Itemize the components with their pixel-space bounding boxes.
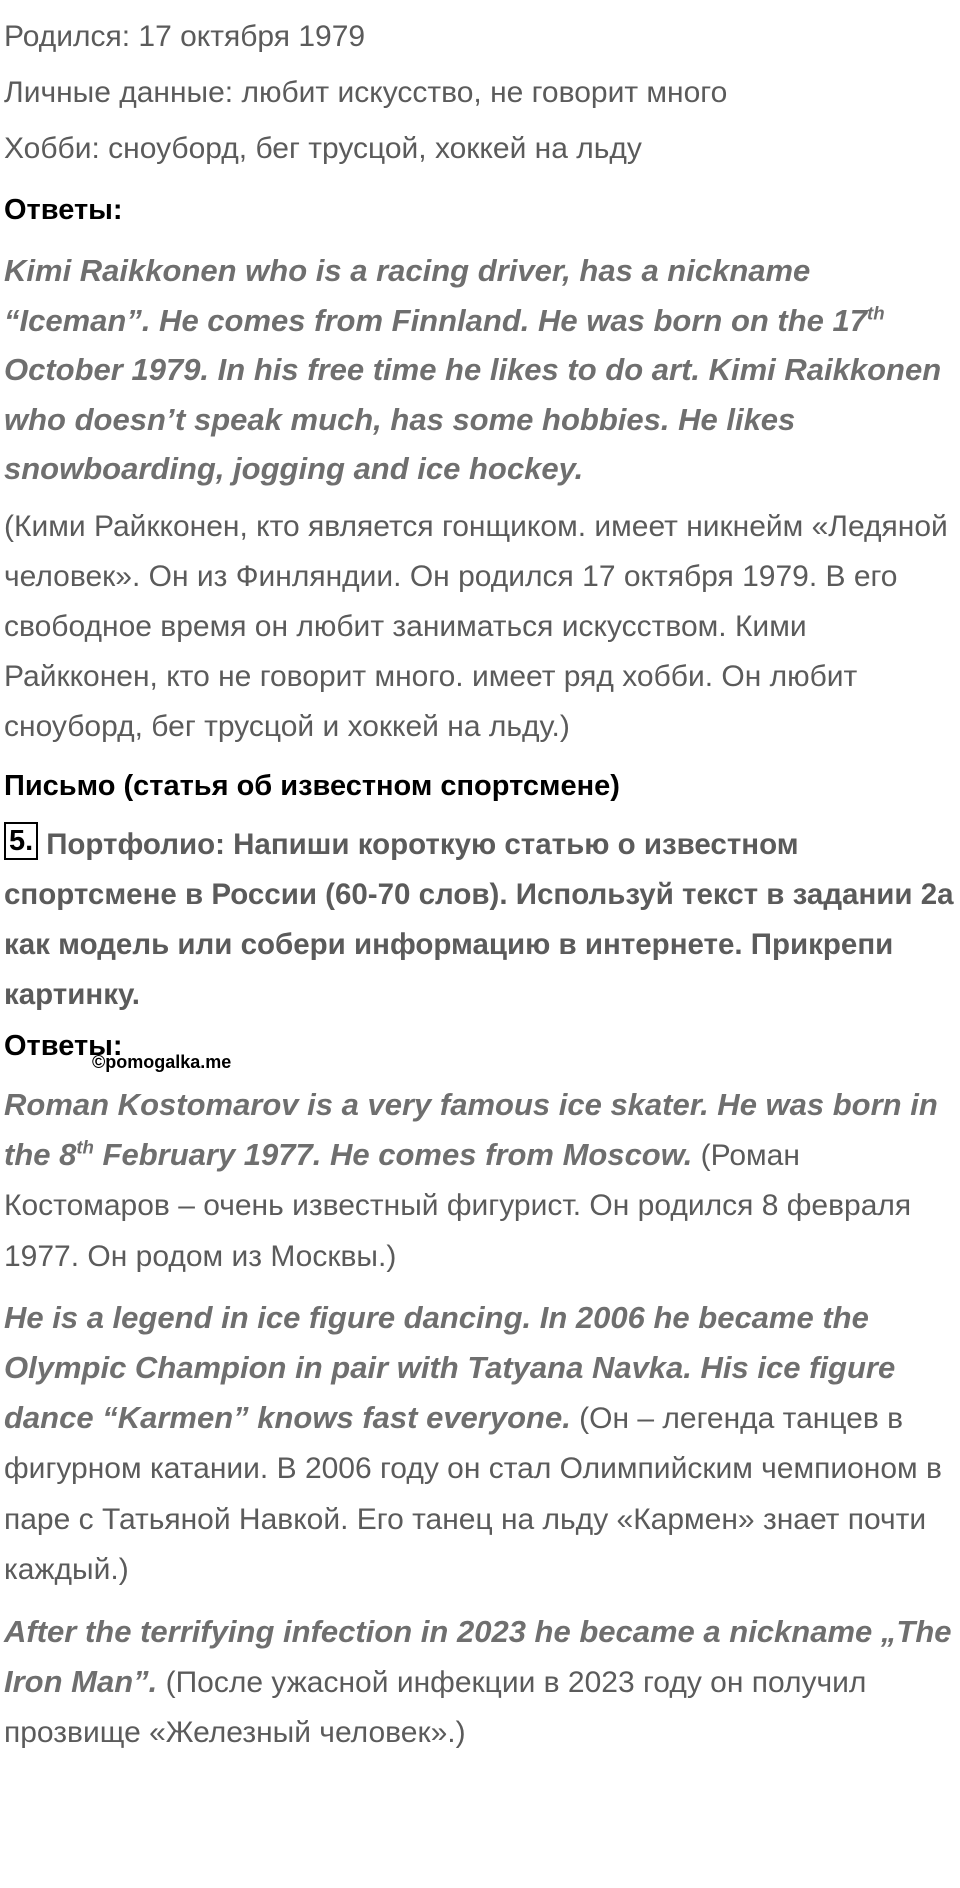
answer-paragraph-2-russian: (Он – легенда танцев в фигурном катании. В 2006 году он стал Олимпийским чемпионом в паре с Татьяной Навкой. Его танец на льду «Кармен» знает почти каждый.) [4,1401,942,1587]
answer-english-part-a: Kimi Raikkonen who is a racing driver, has a nickname “Iceman”. He comes from Finnland. He was born on the 17 [4,253,868,338]
task-paragraph [4,820,954,1020]
answer-russian-translation: (Кими Райкконен, кто является гонщиком. имеет никнейм «Ледяной человек». Он из Финляндии. Он родился 17 октября 1979. В его свободное время он любит заниматься искусством. Кими Райкконен, кто не говорит много. имеет ряд хобби. Он любит сноуборд, бег трусцой и хоккей на льду.) [4,509,948,743]
task-number-badge: 5. [4,822,38,860]
answers-heading-block [4,1026,954,1070]
answer-paragraph-2 [4,1293,954,1595]
answer-english-text [4,246,954,494]
ordinal-suffix: th [867,302,885,324]
hobbies-line: Хобби: сноуборд, бег трусцой, хоккей на льду [4,132,642,165]
answer-paragraph-2-english: He is a legend in ice figure dancing. In 2006 he became the Olympic Champion in pair with Tatyana Navka. His ice figure dance “Karmen” knows fast everyone. [4,1300,896,1435]
section-heading: Письмо (статья об известном спортсмене) [4,769,620,802]
answer-paragraph-1 [4,1080,954,1281]
answer-paragraph-1-english-b: February 1977. He comes from Moscow. [93,1136,693,1172]
born-line: Родился: 17 октября 1979 [4,20,366,53]
task-text: Портфолио: Напиши короткую статью о известном спортсмене в России (60-70 слов). Используй текст в задании 2а как модель или собери информацию в интернете. Прикрепи картинку. [4,827,954,1011]
watermark: ©pomogalka.me [92,1051,232,1072]
answer-paragraph-1-english-a: Roman Kostomarov is a very famous ice skater. He was born in the 8 [4,1086,938,1172]
ordinal-suffix: th [76,1136,94,1158]
answer-paragraph-3-english: After the terrifying infection in 2023 he became a nickname „The Iron Man”. [4,1613,952,1699]
answer-paragraph-1-russian: (Роман Костомаров – очень известный фигурист. Он родился 8 февраля 1977. Он родом из Москвы.) [4,1138,912,1273]
document-page [0,12,960,1888]
answer-paragraph-3-russian: (После ужасной инфекции в 2023 году он получил прозвище «Железный человек».) [4,1665,867,1750]
answers-heading: Ответы: [4,1029,123,1062]
answer-english-part-b: October 1979. In his free time he likes to do art. Kimi Raikkonen who doesn’t speak much, has some hobbies. He likes snowboarding, jogging and ice hockey. [4,352,942,487]
answer-paragraph-3 [4,1607,954,1758]
answers-heading: Ответы: [4,194,123,226]
personal-line: Личные данные: любит искусство, не говорит много [4,76,728,109]
